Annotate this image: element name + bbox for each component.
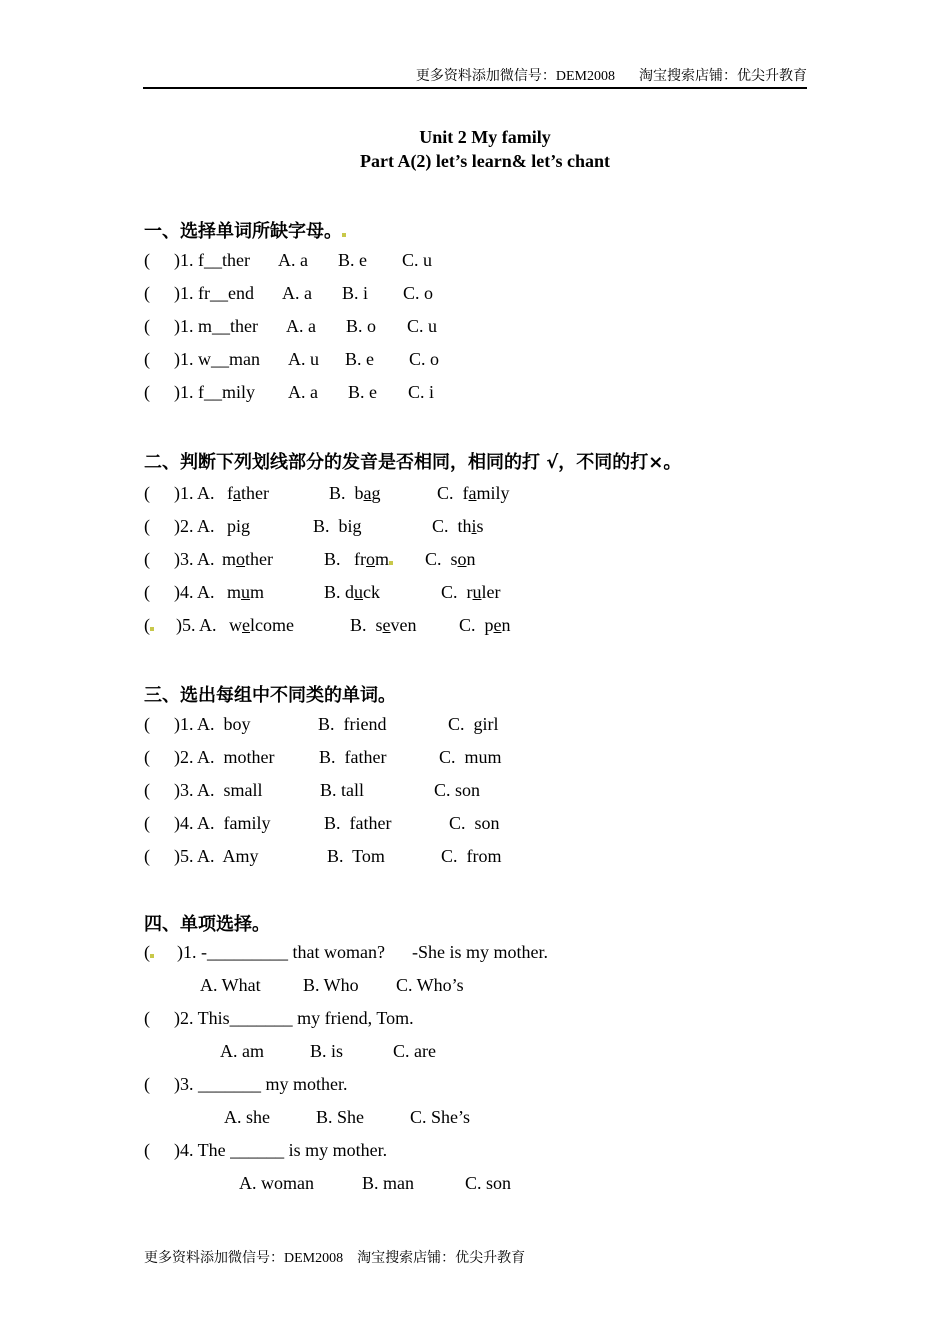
mark-dot — [150, 954, 154, 958]
s3-option-a: )1. A. boy — [174, 714, 251, 734]
worksheet-subtitle: Part A(2) let’s learn& let’s chant — [359, 151, 611, 171]
s1-option-a: A. a — [282, 283, 312, 303]
s1-question-row: ( — [144, 283, 150, 303]
s2-word-c: C. this — [432, 516, 484, 536]
s1-option-c: C. u — [407, 316, 438, 336]
section4-heading: 四、单项选择。 — [144, 914, 270, 935]
s1-option-a: A. a — [286, 316, 316, 336]
s1-option-c: C. i — [408, 382, 435, 402]
header-wechat: 更多资料添加微信号：DEM2008 — [415, 69, 615, 84]
s1-stem: )1. fr__end — [174, 283, 254, 303]
s2-word-b: B. duck — [324, 582, 381, 602]
s2-number: )2. A. — [174, 516, 215, 536]
s1-option-c: C. o — [403, 283, 434, 303]
s2-paren: ( — [144, 516, 150, 536]
section3-heading: 三、选出每组中不同类的单词。 — [144, 685, 396, 706]
s4-option-b: B. man — [362, 1173, 414, 1193]
s2-word-a: pig — [227, 516, 251, 536]
page-footer — [144, 1247, 525, 1267]
s2-paren: ( — [144, 483, 150, 503]
s3-option-c: C. from — [441, 846, 502, 866]
s2-paren: ( — [144, 582, 150, 602]
s4-paren: ( — [144, 1008, 150, 1028]
s2-number: )3. A. — [174, 549, 215, 569]
s3-option-a: )3. A. small — [174, 780, 263, 800]
s3-option-c: C. son — [434, 780, 481, 800]
s4-option-a: A. What — [200, 975, 261, 995]
s4-paren: ( — [144, 942, 154, 963]
s1-stem: )1. w__man — [174, 349, 260, 369]
s2-paren: ( — [144, 615, 154, 636]
s2-word-a: father — [227, 483, 269, 503]
s4-option-a: A. she — [224, 1107, 270, 1127]
s2-word-a: mother — [222, 549, 273, 569]
mark-dot — [389, 561, 393, 565]
s3-paren: ( — [144, 747, 150, 767]
s4-option-a: A. woman — [239, 1173, 314, 1193]
s1-question-row: ( — [144, 382, 150, 402]
s4-paren: ( — [144, 1074, 150, 1094]
s3-option-b: B. father — [319, 747, 387, 767]
s1-option-c: C. u — [402, 250, 433, 270]
s4-stem: )2. This_______ my friend, Tom. — [174, 1008, 414, 1028]
s3-option-a: )4. A. family — [174, 813, 271, 833]
s2-word-c: C. ruler — [441, 582, 501, 602]
s2-paren: ( — [144, 549, 150, 569]
s1-option-b: B. o — [346, 316, 377, 336]
s1-option-a: A. a — [288, 382, 318, 402]
s3-option-c: C. girl — [448, 714, 499, 734]
s2-word-b: B. bag — [329, 483, 381, 503]
s3-paren: ( — [144, 846, 150, 866]
s1-option-b: B. e — [348, 382, 377, 402]
s2-word-c: C. pen — [459, 615, 511, 635]
s3-option-a: )5. A. Amy — [174, 846, 259, 866]
footer-shop: 淘宝搜索店铺：优尖升教育 — [357, 1251, 526, 1266]
s1-stem: )1. f__mily — [174, 382, 255, 402]
s2-number: )4. A. — [174, 582, 215, 602]
s4-option-a: A. am — [220, 1041, 264, 1061]
s3-paren: ( — [144, 813, 150, 833]
s1-option-b: B. e — [345, 349, 374, 369]
s1-stem: )1. f__ther — [174, 250, 250, 270]
section2-heading: 二、判断下列划线部分的发音是否相同，相同的打 √，不同的打×。 — [144, 452, 682, 473]
s1-option-a: A. a — [278, 250, 308, 270]
s3-option-b: B. tall — [320, 780, 364, 800]
mark-dot — [342, 233, 346, 237]
s3-option-b: B. friend — [318, 714, 387, 734]
s4-option-b: B. Who — [303, 975, 359, 995]
header-shop: 淘宝搜索店铺：优尖升教育 — [639, 69, 807, 84]
s3-option-b: B. Tom — [327, 846, 385, 866]
s4-option-c: C. She’s — [410, 1107, 471, 1127]
s4-option-c: C. Who’s — [396, 975, 464, 995]
worksheet-title: Unit 2 My family — [419, 127, 551, 147]
s4-option-c: C. son — [465, 1173, 512, 1193]
s3-paren: ( — [144, 780, 150, 800]
s2-word-a: mum — [227, 582, 265, 602]
s2-word-b: B. from — [324, 549, 393, 570]
s1-option-a: A. u — [288, 349, 319, 369]
mark-dot — [150, 627, 154, 631]
s4-stem: )3. _______ my mother. — [174, 1074, 348, 1094]
s3-option-c: C. son — [449, 813, 500, 833]
s1-option-b: B. e — [338, 250, 367, 270]
s1-question-row: ( — [144, 316, 150, 336]
s4-option-c: C. are — [393, 1041, 436, 1061]
s4-option-b: B. is — [310, 1041, 344, 1061]
s3-option-c: C. mum — [439, 747, 502, 767]
s2-word-b: B. seven — [350, 615, 417, 635]
footer-wechat: 更多资料添加微信号：DEM2008 — [144, 1251, 344, 1266]
s1-stem: )1. m__ther — [174, 316, 258, 336]
s2-number: )1. A. — [174, 483, 215, 503]
page-header — [143, 68, 807, 89]
s2-word-c: C. family — [437, 483, 510, 503]
s2-word-b: B. big — [313, 516, 362, 536]
section1-heading: 一、选择单词所缺字母。 — [144, 217, 346, 243]
s3-option-a: )2. A. mother — [174, 747, 275, 767]
s1-question-row: ( — [144, 349, 150, 369]
s4-stem: )4. The ______ is my mother. — [174, 1140, 388, 1160]
s1-option-b: B. i — [342, 283, 369, 303]
s1-option-c: C. o — [409, 349, 440, 369]
s1-question-row: ( — [144, 250, 150, 270]
s4-stem: )1. -_________ that woman? -She is my mother. — [177, 942, 548, 962]
s4-option-b: B. She — [316, 1107, 365, 1127]
s4-paren: ( — [144, 1140, 150, 1160]
s2-number: )5. A. — [176, 615, 217, 635]
s2-word-a: welcome — [229, 615, 294, 635]
s3-option-b: B. father — [324, 813, 392, 833]
s2-word-c: C. son — [425, 549, 476, 569]
s3-paren: ( — [144, 714, 150, 734]
